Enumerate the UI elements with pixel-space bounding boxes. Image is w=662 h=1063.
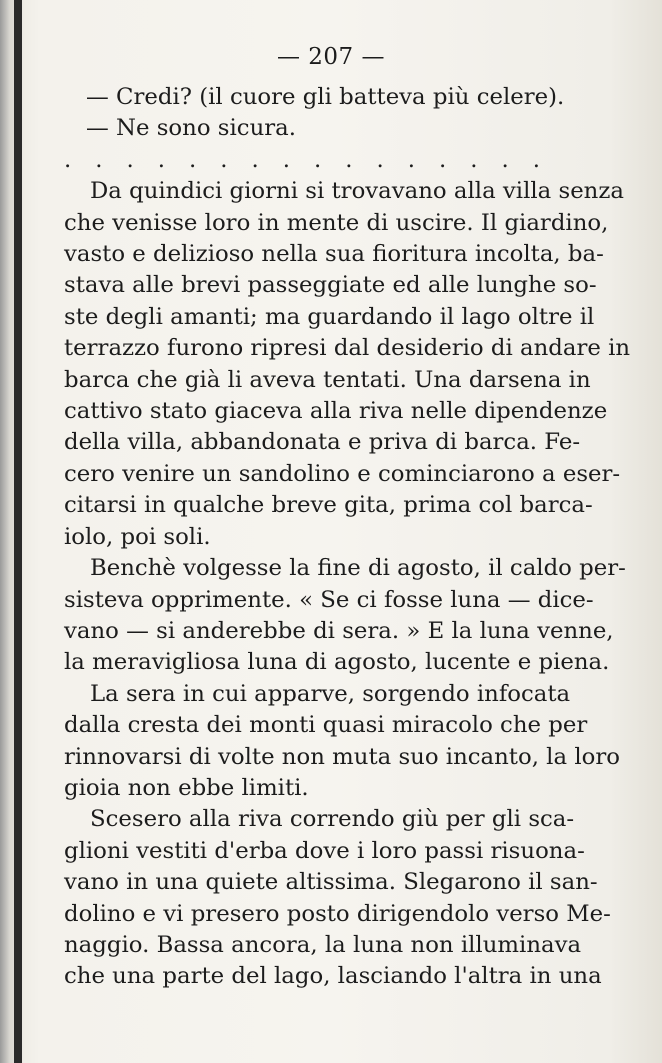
- text-line: la meravigliosa luna di agosto, lucente e piena.: [64, 649, 610, 676]
- ellipsis-dot: .: [282, 146, 290, 173]
- ellipsis-dot: .: [64, 146, 72, 173]
- text-line: vano in una quiete altissima. Slegarono il san-: [64, 869, 598, 896]
- text-line: stava alle brevi passeggiate ed alle lunghe so-: [64, 272, 597, 299]
- text-line: naggio. Bassa ancora, la luna non illuminava: [64, 931, 582, 958]
- text-line: cattivo stato giaceva alla riva nelle dipendenze: [64, 398, 608, 425]
- text-line: gioia non ebbe limiti.: [64, 774, 309, 801]
- ellipsis-dot: .: [532, 146, 540, 173]
- text-line: che venisse loro in mente di uscire. Il giardino,: [64, 209, 609, 236]
- text-line: Scesero alla riva correndo giù per gli sca-: [90, 806, 575, 833]
- ellipsis-dot: .: [501, 146, 509, 173]
- text-line: citarsi in qualche breve gita, prima col barca-: [64, 492, 593, 519]
- ellipsis-dot: .: [126, 146, 134, 173]
- text-line: terrazzo furono ripresi dal desiderio di andare in: [64, 335, 631, 362]
- ellipsis-dot: .: [376, 146, 384, 173]
- ellipsis-dot: .: [314, 146, 322, 173]
- text-line: dalla cresta dei monti quasi miracolo che per: [64, 712, 588, 739]
- text-line: che una parte del lago, lasciando l'altra in una: [64, 963, 602, 990]
- text-line: glioni vestiti d'erba dove i loro passi risuona-: [64, 837, 585, 864]
- ellipsis-dot: .: [95, 146, 103, 173]
- dialogue-line: — Credi? (il cuore gli batteva più celere).: [86, 84, 565, 110]
- text-line: Da quindici giorni si trovavano alla villa senza: [90, 178, 624, 205]
- text-line: Benchè volgesse la fine di agosto, il caldo per-: [90, 555, 626, 582]
- paragraph: [64, 176, 631, 553]
- text-line: cero venire un sandolino e cominciarono a eser-: [64, 460, 621, 487]
- ellipsis-dot: .: [220, 146, 228, 173]
- paragraph: [64, 553, 626, 679]
- text-line: della villa, abbandonata e priva di barca. Fe-: [64, 429, 581, 456]
- dialogue-line: — Ne sono sicura.: [86, 115, 296, 142]
- page-number: — 207 —: [276, 44, 386, 70]
- text-line: La sera in cui apparve, sorgendo infocata: [90, 680, 571, 707]
- paragraph: [64, 804, 611, 992]
- ellipsis-dot: .: [189, 146, 197, 173]
- page-binding-edge: [14, 0, 22, 1063]
- text-line: vasto e delizioso nella sua fioritura incolta, ba-: [64, 241, 604, 268]
- text-line: sisteva opprimente. « Se ci fosse luna — dice-: [64, 586, 594, 613]
- text-line: iolo, poi soli.: [64, 523, 211, 550]
- ellipsis-dot: .: [251, 146, 259, 173]
- text-line: vano — si anderebbe di sera. » E la luna venne,: [64, 617, 614, 644]
- ellipsis-dot: .: [345, 146, 353, 173]
- ellipsis-dot: .: [439, 146, 447, 173]
- text-line: ste degli amanti; ma guardando il lago oltre il: [64, 303, 595, 330]
- ellipsis-dot: .: [407, 146, 415, 173]
- text-line: dolino e vi presero posto dirigendolo verso Me-: [64, 900, 611, 927]
- ellipsis-dot: .: [470, 146, 478, 173]
- ellipsis-separator: [64, 145, 542, 176]
- page-text: [64, 82, 631, 993]
- ellipsis-dot: .: [157, 146, 165, 173]
- paragraph: [64, 679, 620, 805]
- text-line: rinnovarsi di volte non muta suo incanto, la loro: [64, 743, 620, 770]
- text-line: barca che già li aveva tentati. Una darsena in: [64, 366, 591, 393]
